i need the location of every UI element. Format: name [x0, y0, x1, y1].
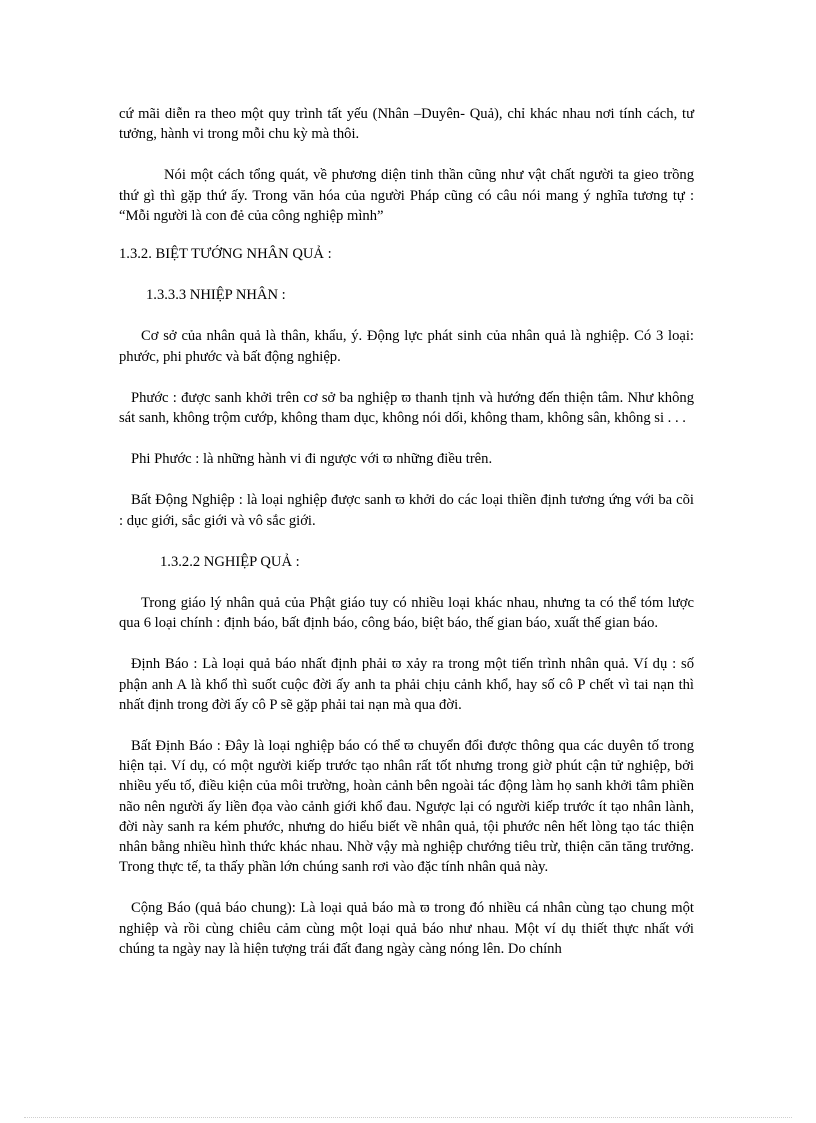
paragraph-phi-phuoc: Phi Phước : là những hành vi đi ngược với ϖ những điều trên.: [131, 451, 493, 468]
paragraph-dinh-bao: Định Báo : Là loại quả báo nhất định phải ϖ xảy ra trong một tiến trình nhân quả. Ví dụ : số phận anh A là khổ thì suốt cuộc đời ấy anh ta phải chịu cảnh khổ, hay số cô P chết vì tai nạn thì nhất định trong đời ấy cô P sẽ gặp phải tai nạn mà qua đời.: [119, 656, 694, 713]
paragraph-bat-dinh-bao: Bất Định Báo : Đây là loại nghiệp báo có thể ϖ chuyển đổi được thông qua các duyên tố trong hiện tại. Ví dụ, có một người kiếp trước tạo nhân rất tốt nhưng trong giờ phút cận tử nghiệp, bởi nhiều yếu tố, điều kiện của môi trường, hoàn cảnh bên ngoài tác động làm họ sanh khởi tâm phiền não nên người ấy liền đọa vào cảnh giới khổ đau. Ngược lại có người kiếp trước ít tạo nhân lành, đời này sanh ra kém phước, nhưng do hiểu biết về nhân quả, tội phước nên hết lòng tạo tác thiện nhân bằng nhiều hình thức khác nhau. Nhờ vậy mà nghiệp chướng tiêu trừ, thiện căn tăng trưởng. Trong thực tế, ta thấy phần lớn chúng sanh rơi vào đặc tính nhân quả này.: [119, 738, 694, 876]
paragraph-giao-ly: Trong giáo lý nhân quả của Phật giáo tuy có nhiều loại khác nhau, nhưng ta có thể tóm lược qua 6 loại chính : định báo, bất định báo, công báo, biệt báo, thế gian báo, xuất thế gian báo.: [119, 595, 694, 632]
paragraph-bat-dong-nghiep: Bất Động Nghiệp : là loại nghiệp được sanh ϖ khởi do các loại thiền định tương ứng với ba cõi : dục giới, sắc giới và vô sắc giới.: [119, 492, 694, 529]
section-heading-biet-tuong: 1.3.2. BIỆT TƯỚNG NHÂN QUẢ :: [119, 246, 332, 263]
page-bottom-rule: [24, 1117, 792, 1118]
paragraph-phuoc: Phước : được sanh khởi trên cơ sở ba nghiệp ϖ thanh tịnh và hướng đến thiện tâm. Như không sát sanh, không trộm cướp, không tham dục, không nói dối, không tham, không sân, không si . . .: [119, 389, 694, 427]
paragraph-co-so: Cơ sở của nhân quả là thân, khẩu, ý. Động lực phát sinh của nhân quả là nghiệp. Có 3 loại: phước, phi phước và bất động nghiệp.: [119, 328, 694, 365]
paragraph-cong-bao: Cộng Báo (quả báo chung): Là loại quả báo mà ϖ trong đó nhiều cá nhân cùng tạo chung một nghiệp và rồi cùng chiêu cảm cùng một loại quả báo như nhau. Một ví dụ thiết thực nhất với chúng ta ngày nay là hiện tượng trái đất đang ngày càng nóng lên. Do chính: [119, 900, 694, 957]
document-page: [119, 104, 694, 959]
paragraph-cycle: cứ mãi diễn ra theo một quy trình tất yếu (Nhân –Duyên- Quả), chỉ khác nhau nơi tính cách, tư tưởng, hành vi trong mỗi chu kỳ mà thôi.: [119, 106, 694, 143]
subsection-heading-nghiep-qua: 1.3.2.2 NGHIỆP QUẢ :: [160, 553, 300, 570]
subsection-heading-nhiep-nhan: 1.3.3.3 NHIỆP NHÂN :: [146, 287, 286, 304]
paragraph-general: Nói một cách tổng quát, về phương diện tinh thần cũng như vật chất người ta gieo trồng thứ gì thì gặp thứ ấy. Trong văn hóa của người Pháp cũng có câu nói mang ý nghĩa tương tự : “Mỗi người là con đẻ của công nghiệp mình”: [119, 167, 694, 224]
